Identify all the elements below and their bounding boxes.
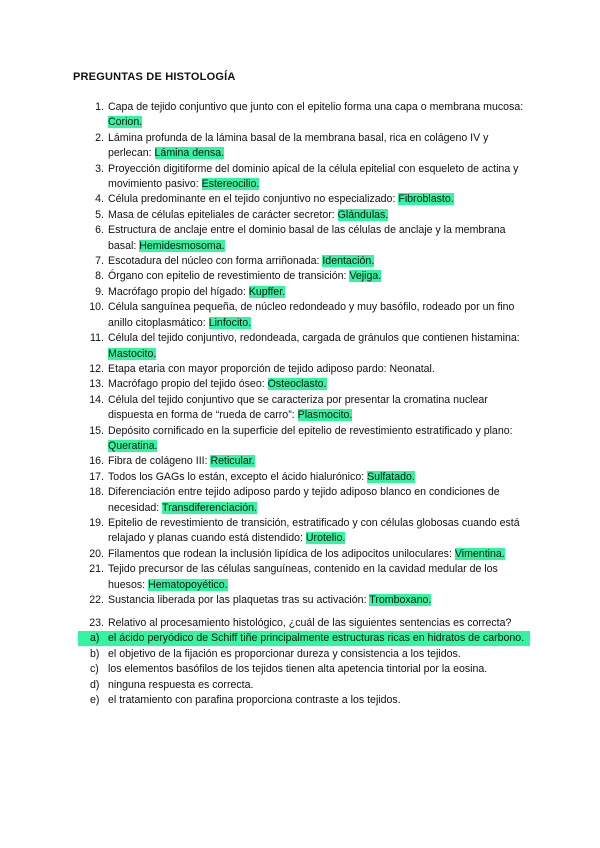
item-question: Epitelio de revestimiento de transición, estratificado y con células globosas cuando está relajado y planas cuando está distendido: xyxy=(108,516,520,545)
list-item xyxy=(78,285,530,300)
question-number: 23. xyxy=(89,617,104,629)
highlighted-answer: Sulfatado. xyxy=(367,470,415,483)
list-item xyxy=(78,254,530,269)
highlighted-answer: Hemidesmosoma. xyxy=(139,239,225,252)
item-text xyxy=(108,562,530,593)
item-number: 6. xyxy=(95,224,104,237)
answer-option xyxy=(78,693,530,708)
answer-option xyxy=(78,631,530,646)
item-question: Sustancia liberada por las plaquetas tras su activación: xyxy=(108,594,370,606)
item-text xyxy=(108,100,530,131)
question-stem xyxy=(78,616,530,631)
item-question: Célula del tejido conjuntivo, redondeada, cargada de gránulos que contienen histamina: xyxy=(108,332,520,345)
answer-options xyxy=(78,631,530,708)
item-question: Tejido precursor de las células sanguíneas, contenido en la cavidad medular de los huesos: xyxy=(108,563,498,591)
item-text xyxy=(108,393,530,424)
item-question: Depósito cornificado en la superficie del epitelio de revestimiento estratificado y plano: xyxy=(108,424,513,437)
option-label: ninguna respuesta es correcta. xyxy=(108,678,254,691)
highlighted-answer: Mastocito. xyxy=(108,347,157,360)
list-item xyxy=(78,100,530,131)
item-question: Célula sanguínea pequeña, de núcleo redondeado y muy basófilo, rodeado por un fino anillo citoplasmático: xyxy=(108,301,515,329)
answer-option xyxy=(78,647,530,662)
list-item xyxy=(78,454,530,469)
item-text xyxy=(108,485,530,516)
highlighted-answer: Fibroblasto. xyxy=(398,193,454,206)
item-number: 13. xyxy=(89,378,104,391)
item-text xyxy=(108,593,530,608)
option-text xyxy=(108,631,530,646)
highlighted-answer: Osteoclasto. xyxy=(267,378,327,391)
item-text xyxy=(108,547,530,562)
answer-option xyxy=(78,662,530,677)
item-number: 2. xyxy=(95,131,104,144)
item-text xyxy=(108,162,530,193)
answer-option xyxy=(78,678,530,693)
item-text xyxy=(108,285,530,300)
item-text xyxy=(108,516,530,547)
item-number: 7. xyxy=(95,255,104,268)
item-question: Escotadura del núcleo con forma arriñonada: xyxy=(108,255,323,268)
item-number: 11. xyxy=(90,332,104,345)
highlighted-answer: Transdiferenciación. xyxy=(162,501,257,514)
highlighted-answer: Hematopoyético. xyxy=(148,578,228,591)
option-letter: c) xyxy=(90,663,99,676)
item-text xyxy=(108,454,530,469)
item-text xyxy=(108,192,530,207)
multiple-choice-question xyxy=(78,616,530,708)
highlighted-answer: Kupffer. xyxy=(248,285,286,298)
item-question: Fibra de colágeno III: xyxy=(108,455,211,468)
item-question: Capa de tejido conjuntivo que junto con el epitelio forma una capa o membrana mucosa: xyxy=(108,101,524,113)
item-number: 1. xyxy=(95,101,104,113)
list-item xyxy=(78,331,530,362)
highlighted-answer: Tromboxano. xyxy=(369,594,432,606)
list-item xyxy=(78,223,530,254)
highlighted-answer: Vejiga. xyxy=(349,270,382,283)
highlighted-answer: Urotelio. xyxy=(305,532,346,545)
item-text xyxy=(108,331,530,362)
item-question: Macrófago propio del tejido óseo: xyxy=(108,378,268,391)
list-item xyxy=(78,470,530,485)
item-question: Etapa etaria con mayor proporción de tejido adiposo pardo: Neonatal. xyxy=(108,362,435,375)
item-number: 16. xyxy=(89,455,104,468)
item-question: Lámina profunda de la lámina basal de la membrana basal, rica en colágeno IV y perlecan: xyxy=(108,131,489,160)
item-text xyxy=(108,300,530,331)
list-item xyxy=(78,362,530,377)
item-text xyxy=(108,362,530,377)
item-number: 17. xyxy=(89,470,104,483)
option-text xyxy=(108,678,530,693)
item-number: 9. xyxy=(95,285,104,298)
item-question: Filamentos que rodean la inclusión lipídica de los adipocitos uniloculares: xyxy=(108,547,455,560)
option-letter: d) xyxy=(90,678,100,691)
list-item xyxy=(78,547,530,562)
item-question: Proyección digitiforme del dominio apical de la célula epitelial con esqueleto de actina y movimiento pasivo: xyxy=(108,162,519,191)
highlighted-answer: Plasmocito. xyxy=(297,409,353,422)
highlighted-answer: Identación. xyxy=(322,255,375,268)
highlighted-answer: Queratina. xyxy=(108,439,158,452)
item-number: 21. xyxy=(89,563,104,576)
question-text: Relativo al procesamiento histológico, ¿cuál de las siguientes sentencias es correcta? xyxy=(108,617,512,629)
item-number: 14. xyxy=(89,393,104,406)
item-text xyxy=(108,254,530,269)
option-letter: e) xyxy=(90,694,100,707)
highlighted-answer: Glándulas. xyxy=(337,208,389,221)
item-text xyxy=(108,223,530,254)
item-number: 18. xyxy=(89,486,104,499)
option-text xyxy=(108,662,530,677)
list-item xyxy=(78,131,530,162)
item-number: 4. xyxy=(95,193,104,206)
item-question: Macrófago propio del hígado: xyxy=(108,285,249,298)
option-label: el tratamiento con parafina proporciona contraste a los tejidos. xyxy=(108,694,401,707)
highlighted-answer: Reticular. xyxy=(210,455,255,468)
option-label: el objetivo de la fijación es proporcionar dureza y consistencia a los tejidos. xyxy=(108,647,461,660)
item-text xyxy=(108,131,530,162)
list-item xyxy=(78,377,530,392)
highlighted-answer: Lámina densa. xyxy=(154,147,225,160)
item-question: Estructura de anclaje entre el dominio basal de las células de anclaje y la membrana basal: xyxy=(108,224,506,252)
item-number: 8. xyxy=(95,270,104,283)
list-item xyxy=(78,300,530,331)
correct-option-text: el ácido peryódico de Schiff tiñe principalmente estructuras ricas en hidratos de carbono. xyxy=(108,632,525,645)
page-title: PREGUNTAS DE HISTOLOGÍA xyxy=(73,71,236,83)
list-item xyxy=(78,269,530,284)
item-text xyxy=(108,208,530,223)
list-item xyxy=(78,562,530,593)
list-item xyxy=(78,192,530,207)
highlighted-answer: Linfocito. xyxy=(208,316,252,329)
list-item xyxy=(78,208,530,223)
item-question: Masa de células epiteliales de carácter secretor: xyxy=(108,208,338,221)
question-list xyxy=(78,100,530,608)
option-label: los elementos basófilos de los tejidos tienen alta apetencia tintorial por la eosina. xyxy=(108,663,488,676)
list-item xyxy=(78,393,530,424)
item-question: Célula del tejido conjuntivo que se caracteriza por presentar la cromatina nuclear dispuesta en forma de “rueda de carro”: xyxy=(108,393,488,422)
item-number: 10. xyxy=(89,301,104,314)
list-item xyxy=(78,593,530,608)
item-number: 20. xyxy=(89,547,104,560)
item-number: 22. xyxy=(89,594,104,606)
item-question: Célula predominante en el tejido conjuntivo no especializado: xyxy=(108,193,399,206)
list-item xyxy=(78,485,530,516)
item-number: 12. xyxy=(89,362,104,375)
item-text xyxy=(108,470,530,485)
highlighted-answer: Corion. xyxy=(108,116,143,129)
item-number: 5. xyxy=(95,208,104,221)
item-number: 3. xyxy=(95,162,104,175)
highlighted-answer: Estereocilio. xyxy=(201,178,260,191)
item-text xyxy=(108,269,530,284)
item-question: Todos los GAGs lo están, excepto el ácido hialurónico: xyxy=(108,470,368,483)
item-text xyxy=(108,424,530,455)
item-text xyxy=(108,377,530,392)
item-question: Órgano con epitelio de revestimiento de transición: xyxy=(108,270,350,283)
item-question: Diferenciación entre tejido adiposo pardo y tejido adiposo blanco en condiciones de necesidad: xyxy=(108,486,500,514)
item-number: 15. xyxy=(89,424,104,437)
list-item xyxy=(78,162,530,193)
list-item xyxy=(78,424,530,455)
option-letter: b) xyxy=(90,647,100,660)
option-text xyxy=(108,693,530,708)
item-number: 19. xyxy=(89,516,104,529)
list-item xyxy=(78,516,530,547)
highlighted-answer: Vimentina. xyxy=(454,547,505,560)
option-text xyxy=(108,647,530,662)
option-letter: a) xyxy=(90,632,100,645)
